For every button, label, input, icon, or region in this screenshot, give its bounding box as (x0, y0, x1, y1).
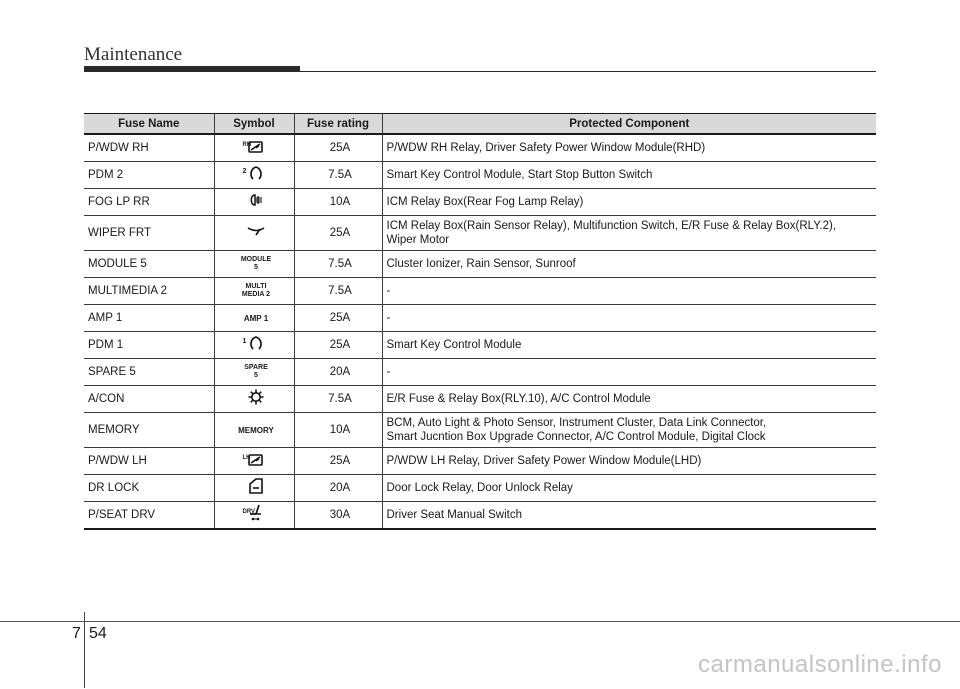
fuse-rating-cell: 7.5A (294, 278, 382, 305)
key-ring-icon (249, 165, 263, 185)
fuse-name-cell: A/CON (84, 386, 214, 413)
component-line: P/WDW LH Relay, Driver Safety Power Window Module(LHD) (386, 455, 702, 467)
fuse-symbol-cell (214, 189, 294, 216)
rear-fog-lamp-icon (247, 193, 265, 211)
fuse-symbol-cell (214, 251, 294, 278)
fuse-name-cell: P/WDW RH (84, 134, 214, 162)
header-accent-bar (84, 66, 300, 72)
fuse-symbol-cell (214, 386, 294, 413)
symbol-label (241, 256, 271, 272)
footer-rule (0, 621, 960, 622)
protected-component-cell (382, 502, 876, 530)
fuse-name-cell: P/WDW LH (84, 448, 214, 475)
symbol-superscript: LH (242, 455, 251, 461)
table-row (84, 386, 876, 413)
column-header: Symbol (214, 114, 294, 135)
protected-component-cell (382, 216, 876, 251)
fuse-name-cell: PDM 1 (84, 332, 214, 359)
table-header-row (84, 114, 876, 135)
table-row (84, 359, 876, 386)
page-section-title: Maintenance (84, 44, 183, 65)
component-line: ICM Relay Box(Rear Fog Lamp Relay) (386, 196, 584, 208)
symbol-label-line: MULTI (245, 282, 267, 290)
fuse-name-cell: PDM 2 (84, 162, 214, 189)
fuse-name-cell: P/SEAT DRV (84, 502, 214, 530)
component-line: ICM Relay Box(Rain Sensor Relay), Multifunction Switch, E/R Fuse & Relay Box(RLY.2), (386, 220, 837, 232)
fuse-name-cell: MULTIMEDIA 2 (84, 278, 214, 305)
fuse-rating-cell: 25A (294, 305, 382, 332)
table-row (84, 162, 876, 189)
protected-component-cell (382, 448, 876, 475)
fuse-rating-cell: 10A (294, 413, 382, 448)
protected-component-cell (382, 332, 876, 359)
fuse-rating-cell: 25A (294, 134, 382, 162)
symbol-label-line: MODULE (240, 255, 272, 263)
key-ring-icon (249, 335, 263, 355)
symbol-superscript: RH (242, 142, 252, 148)
symbol-label (244, 315, 268, 323)
fuse-rating-cell: 7.5A (294, 162, 382, 189)
component-line: Smart Key Control Module, Start Stop Button Switch (386, 169, 653, 181)
component-line: Smart Jucntion Box Upgrade Connector, A/C Control Module, Digital Clock (386, 431, 766, 443)
fuse-symbol-cell (214, 502, 294, 530)
fuse-symbol-cell (214, 305, 294, 332)
fuse-rating-cell: 7.5A (294, 251, 382, 278)
symbol-label-line: MEMORY (238, 426, 274, 435)
fuse-symbol-cell (214, 413, 294, 448)
protected-component-cell (382, 413, 876, 448)
fuse-name-cell: SPARE 5 (84, 359, 214, 386)
component-line: Smart Key Control Module (386, 339, 522, 351)
component-line: Door Lock Relay, Door Unlock Relay (386, 482, 573, 494)
table-row (84, 189, 876, 216)
protected-component-cell (382, 386, 876, 413)
protected-component-cell (382, 162, 876, 189)
chapter-number: 7 (72, 625, 81, 642)
fuse-rating-cell: 25A (294, 448, 382, 475)
symbol-superscript: 1 (242, 338, 247, 345)
component-line: - (386, 312, 391, 324)
fuse-rating-cell: 7.5A (294, 386, 382, 413)
fuse-name-cell: WIPER FRT (84, 216, 214, 251)
fuse-name-cell: FOG LP RR (84, 189, 214, 216)
protected-component-cell (382, 134, 876, 162)
component-line: Wiper Motor (386, 234, 450, 246)
fuse-rating-cell: 25A (294, 332, 382, 359)
table-row (84, 251, 876, 278)
symbol-label (242, 283, 270, 299)
column-header: Fuse rating (294, 114, 382, 135)
fuse-symbol-cell (214, 332, 294, 359)
table-row (84, 413, 876, 448)
symbol-label-line: SPARE (244, 363, 268, 371)
watermark: carmanualsonline.info (698, 651, 942, 678)
component-line: BCM, Auto Light & Photo Sensor, Instrument Cluster, Data Link Connector, (386, 417, 767, 429)
fuse-name-cell: AMP 1 (84, 305, 214, 332)
component-line: E/R Fuse & Relay Box(RLY.10), A/C Control Module (386, 393, 651, 405)
component-line: - (386, 366, 391, 378)
fuse-rating-cell: 30A (294, 502, 382, 530)
fuse-name-cell: MODULE 5 (84, 251, 214, 278)
symbol-label-line: MEDIA 2 (241, 290, 271, 298)
component-line: P/WDW RH Relay, Driver Safety Power Window Module(RHD) (386, 142, 706, 154)
fuse-symbol-cell (214, 475, 294, 502)
table-row (84, 332, 876, 359)
wiper-icon (246, 225, 266, 241)
protected-component-cell (382, 251, 876, 278)
symbol-superscript: 2 (242, 168, 247, 175)
protected-component-cell (382, 359, 876, 386)
fuse-table (84, 113, 876, 530)
air-con-icon (248, 389, 264, 409)
fuse-symbol-cell (214, 216, 294, 251)
column-header: Fuse Name (84, 114, 214, 135)
component-line: Cluster Ionizer, Rain Sensor, Sunroof (386, 258, 576, 270)
fuse-rating-cell: 10A (294, 189, 382, 216)
page-number-divider (84, 612, 85, 688)
protected-component-cell (382, 189, 876, 216)
column-header: Protected Component (382, 114, 876, 135)
table-row (84, 448, 876, 475)
fuse-name-cell: DR LOCK (84, 475, 214, 502)
protected-component-cell (382, 305, 876, 332)
table-row (84, 475, 876, 502)
table-row (84, 305, 876, 332)
symbol-label (238, 427, 274, 435)
door-lock-icon (247, 478, 265, 498)
fuse-symbol-cell (214, 448, 294, 475)
symbol-label-line: 5 (254, 371, 258, 379)
component-line: - (386, 285, 391, 297)
symbol-label-line: AMP 1 (243, 314, 269, 323)
symbol-label-line: 5 (254, 263, 258, 271)
symbol-superscript: DRV (242, 509, 256, 515)
header-rule (300, 71, 876, 72)
fuse-symbol-cell (214, 359, 294, 386)
table-row (84, 502, 876, 530)
fuse-rating-cell: 20A (294, 475, 382, 502)
fuse-symbol-cell (214, 162, 294, 189)
table-row (84, 278, 876, 305)
fuse-symbol-cell (214, 278, 294, 305)
component-line: Driver Seat Manual Switch (386, 509, 522, 521)
page-number: 54 (89, 625, 107, 642)
fuse-rating-cell: 20A (294, 359, 382, 386)
protected-component-cell (382, 475, 876, 502)
table-row (84, 134, 876, 162)
symbol-label (244, 364, 268, 380)
protected-component-cell (382, 278, 876, 305)
fuse-name-cell: MEMORY (84, 413, 214, 448)
fuse-symbol-cell (214, 134, 294, 162)
table-row (84, 216, 876, 251)
fuse-rating-cell: 25A (294, 216, 382, 251)
